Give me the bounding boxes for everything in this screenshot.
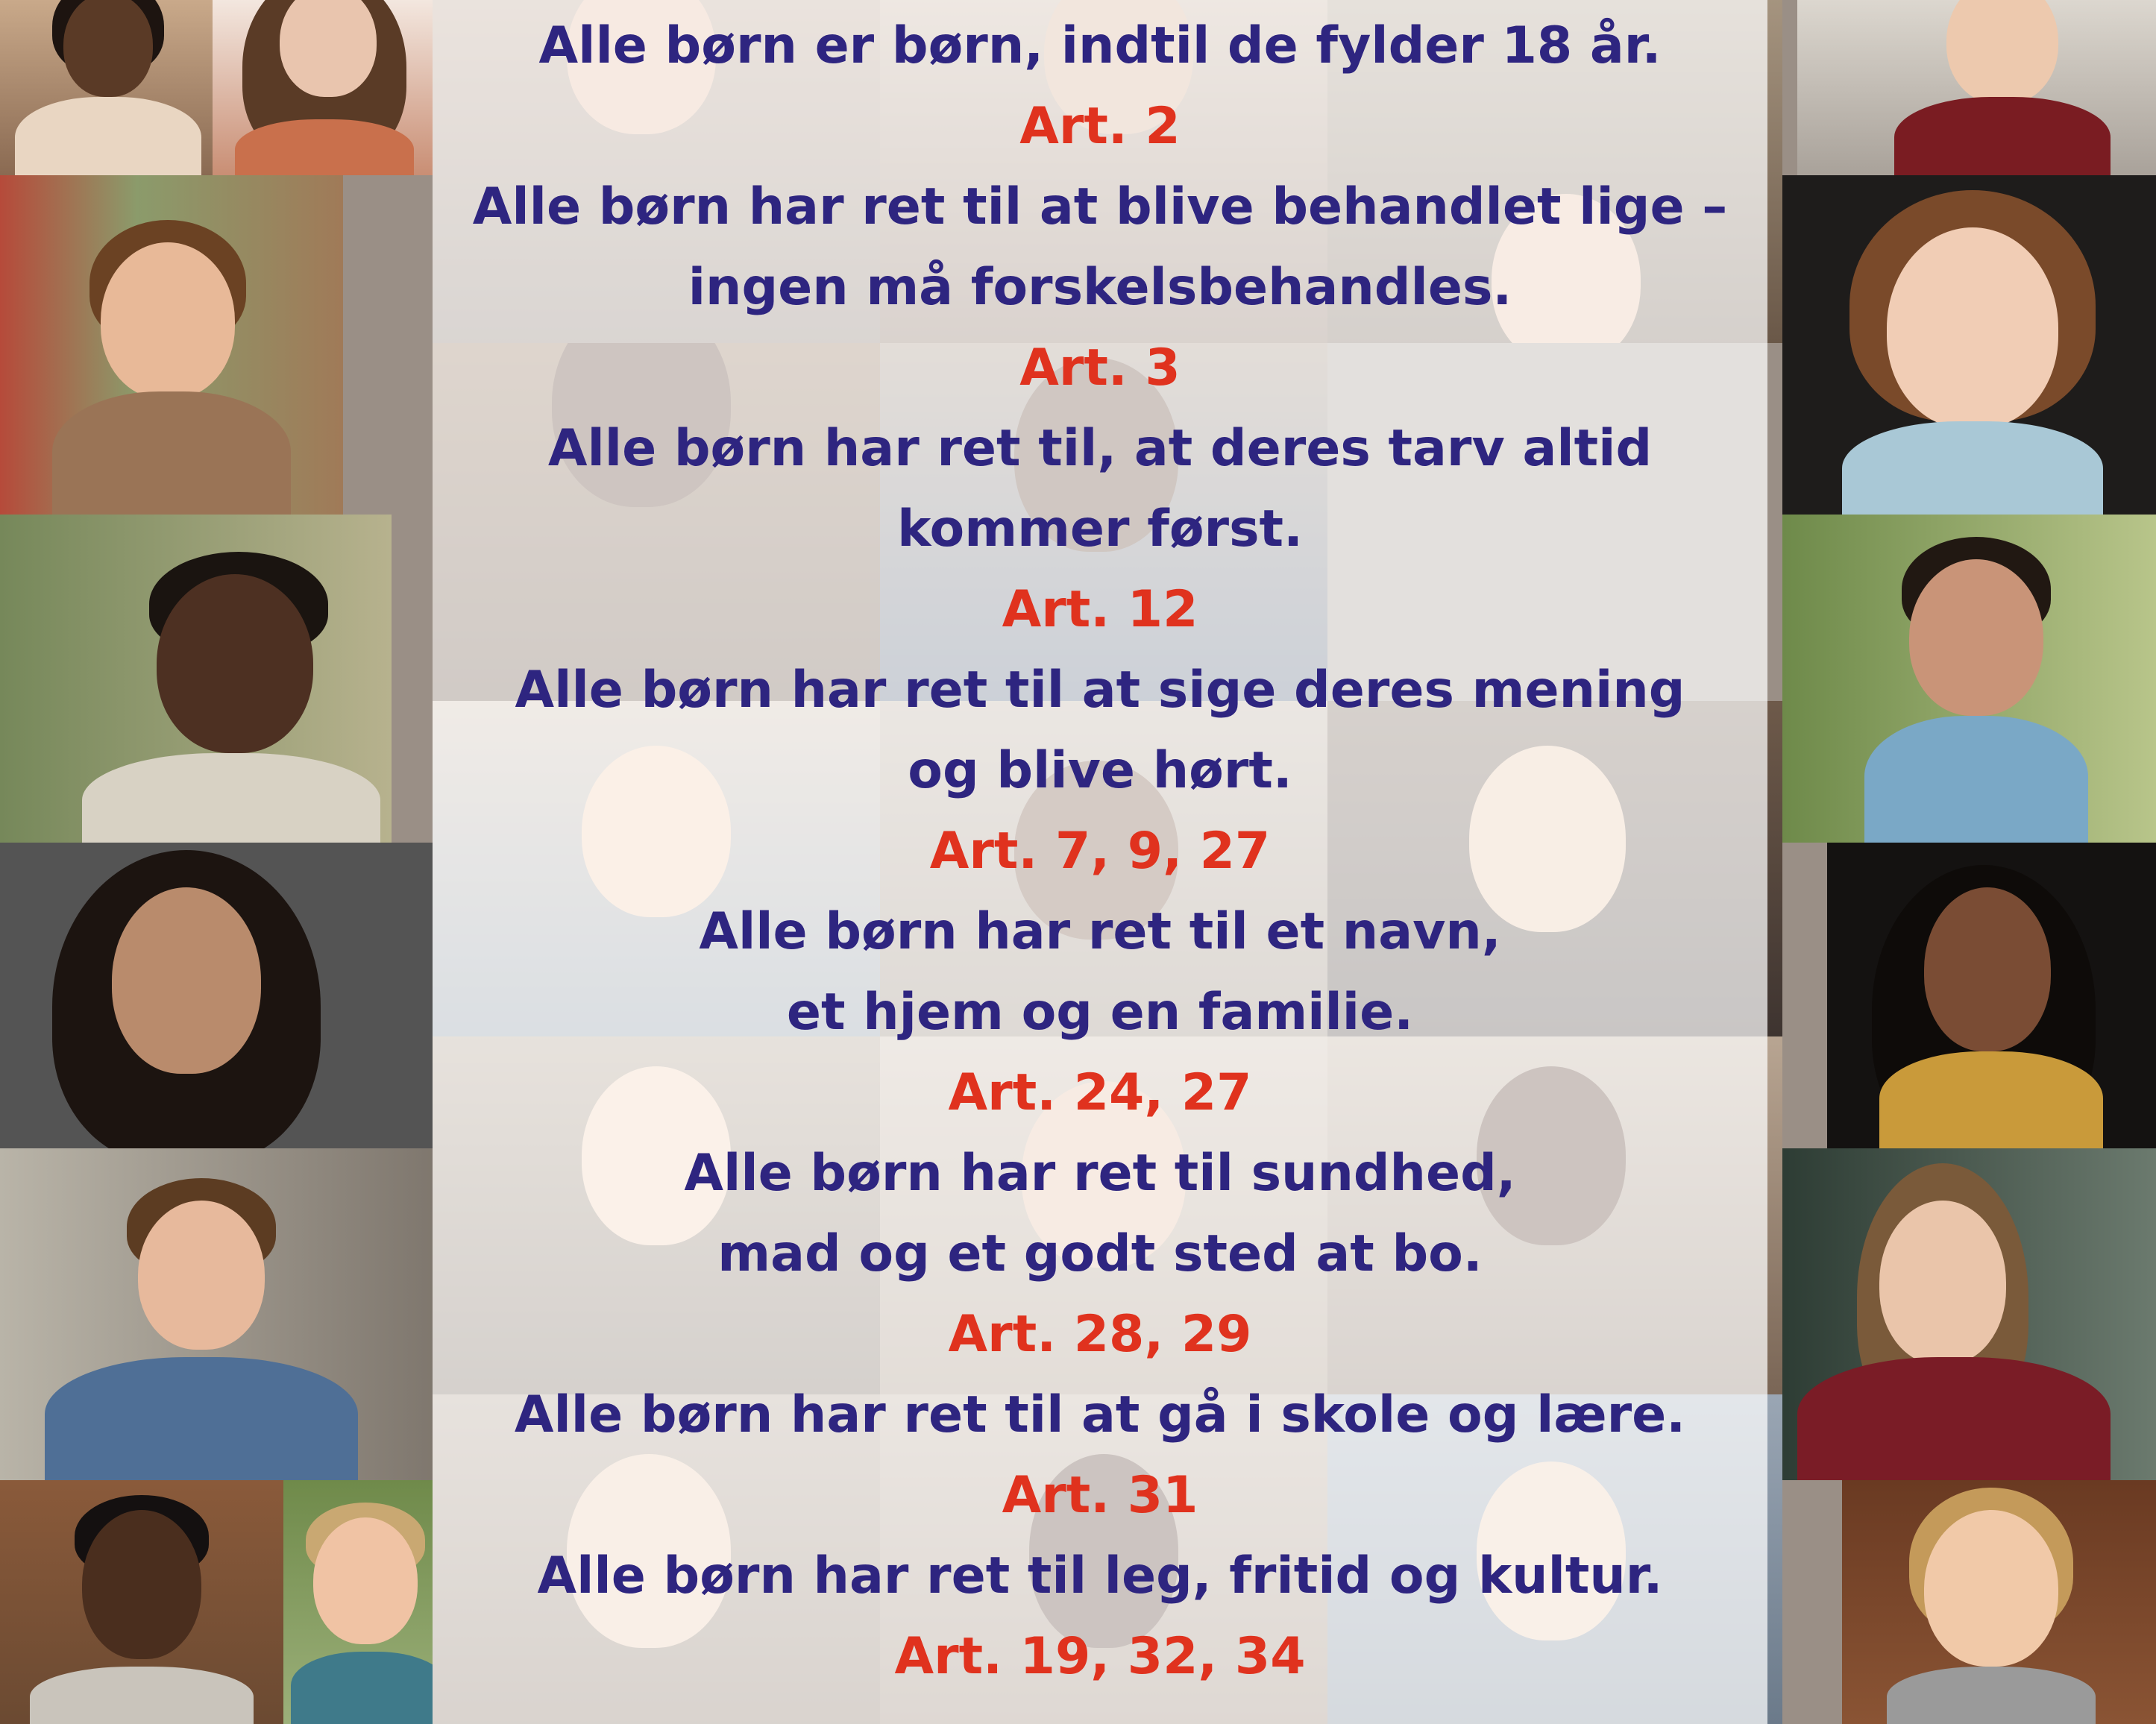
article-reference: Art. 19, 32, 34 [894,1627,1306,1686]
portrait-photo [1842,1480,2156,1724]
portrait-photo [1782,515,2156,843]
rights-statement: Alle børn har ret til at sige deres mening [515,661,1685,720]
portrait-photo [0,1480,283,1724]
rights-statement: mad og et godt sted at bo. [717,1224,1483,1283]
rights-statement: Alle børn har ret til at gå i skole og lære. [514,1385,1686,1444]
portrait-photo [0,175,343,515]
article-reference: Art. 7, 9, 27 [929,822,1271,881]
portrait-photo [1797,0,2156,175]
rights-statement: kommer først. [897,500,1303,559]
article-reference: Art. 12 [1002,580,1198,639]
rights-statement: et hjem og en familie. [786,983,1414,1042]
portrait-photo [0,843,455,1148]
rights-statement: Alle børn har ret til, at deres tarv altid [547,419,1653,478]
portrait-photo [1827,843,2156,1148]
rights-statement: Alle børn er børn, indtil de fylder 18 år. [538,16,1662,75]
rights-statement: Alle børn har ret til sundhed, [684,1144,1516,1203]
article-reference: Art. 24, 27 [948,1063,1252,1122]
portrait-photo [0,515,392,843]
rights-statement: ingen må forskelsbehandles. [688,258,1512,317]
article-reference: Art. 3 [1019,339,1181,397]
portrait-photo [213,0,436,175]
article-reference: Art. 31 [1002,1466,1198,1525]
article-reference: Art. 2 [1019,97,1181,156]
portrait-photo [0,0,213,175]
rights-statement: Alle børn har ret til leg, fritid og kultur. [537,1547,1663,1605]
portrait-photo [1782,175,2156,515]
rights-statement: og blive hørt. [908,741,1292,800]
rights-statement: Alle børn har ret til at blive behandlet lige – [472,177,1728,236]
rights-statement: Alle børn har ret til et navn, [699,902,1501,961]
portrait-photo [1767,1148,2156,1480]
portrait-photo [0,1148,455,1480]
article-reference: Art. 28, 29 [948,1305,1252,1364]
rights-text-panel [418,0,1782,1724]
